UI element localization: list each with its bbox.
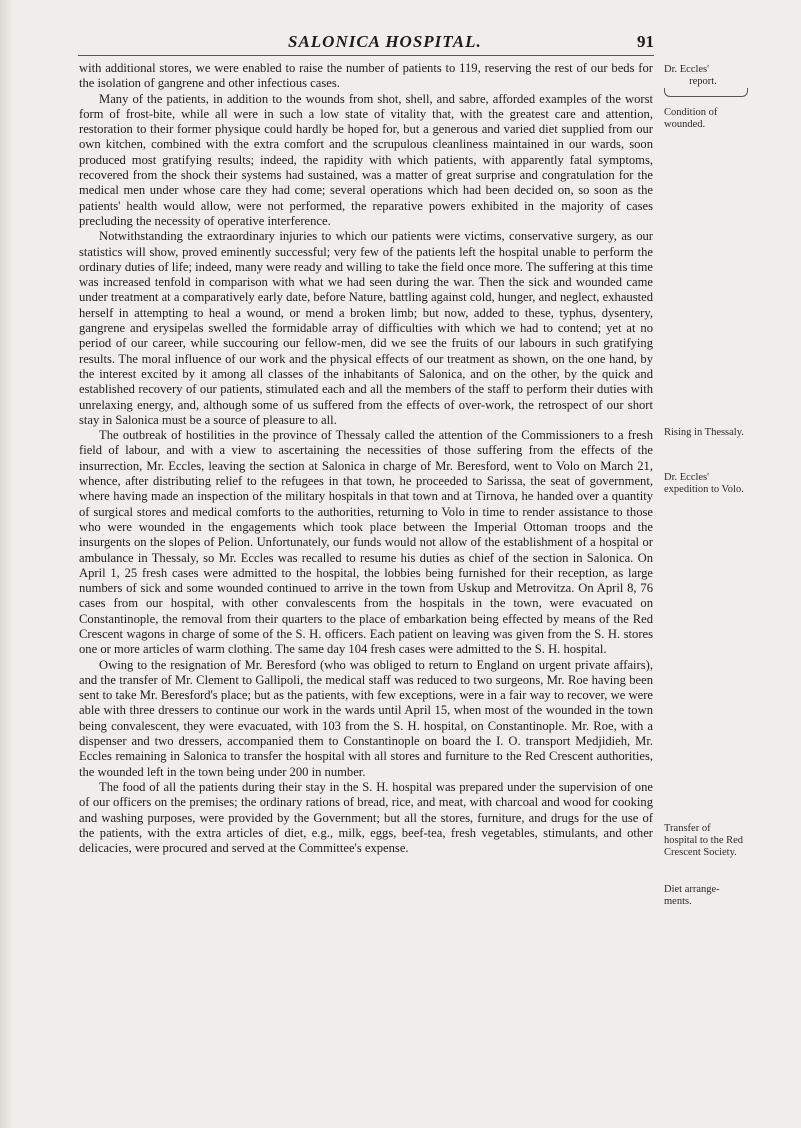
side-note-condition: Condition of wounded. bbox=[664, 107, 718, 130]
page-edge-shadow bbox=[0, 0, 14, 1128]
paragraph-1: with additional stores, we were enabled to raise the number of patients to 119, reserving the rest of our beds for the isolation of gangrene and other infectious cases. bbox=[79, 61, 653, 91]
paragraph-4: The outbreak of hostilities in the province of Thessaly called the attention of the Commissioners to a fresh field of labour, and with a view to ascertaining the necessities of those suffering from the effects of the insurrection, Mr. Eccles, leaving the section at Salonica in charge of Mr. Beresford, went to Volo on March 21, whence, after distributing relief to the refugees in that town, he proceeded to Sarissa, the seat of government, where having made an inspection of the military hospitals in that town and at Tirnova, he handed over a quantity of surgical stores and medical comforts to the authorities, returning to Volo in time to render assistance to those who were wounded in the engagements which took place between the Imperial Ottoman troops and the insurgents on the slopes of Pelion. Unfortunately, our funds would not allow of the establishment of a hospital or ambulance in Thessaly, so Mr. Eccles was recalled to resume his duties as chief of the section in Salonica. On April 1, 25 fresh cases were admitted to the hospital, the lobbies being furnished for their reception, as large numbers of sick and some wounded continued to arrive in the town from Uskup and Metrovitza. On April 8, 76 cases from our hospital, with other convalescents from the hospitals in the town, were evacuated on Constantinople, the removal from their quarters to the place of embarkation being effected by means of the Red Crescent wagons in charge of some of the S. H. officers. Each patient on leaving was given from the S. H. stores one or more articles of warm clothing. The same day 104 fresh cases were admitted to the S. H. hospital. bbox=[79, 428, 653, 657]
side-note-report-sub: report. bbox=[689, 76, 717, 87]
page-number: 91 bbox=[637, 32, 654, 51]
side-note-brace bbox=[664, 88, 748, 97]
paragraph-5: Owing to the resignation of Mr. Beresford (who was obliged to return to England on urgent private affairs), and the transfer of Mr. Clement to Gallipoli, the medical staff was reduced to two surgeons, Mr. Roe having been sent to take Mr. Beresford's place; but as the patients, with few exceptions, were in a fair way to recover, we were able with three dressers to continue our work in the wards until April 15, when most of the wounded in the town being convalescent, they were evacuated, with 103 from the S. H. hospital, on Constantinople. Mr. Roe, with a dispenser and two dressers, accompanied them to Constantinople on board the I. O. transport Medjidieh, Mr. Eccles remaining in Salonica to transfer the hospital with all stores and furniture to the Red Crescent authorities, the wounded left in the town being under 200 in number. bbox=[79, 657, 653, 779]
side-note-transfer: Transfer of hospital to the Red Crescent Society. bbox=[664, 823, 744, 858]
paragraph-6: The food of all the patients during their stay in the S. H. hospital was prepared under the supervision of one of our officers on the premises; the ordinary rations of bread, rice, and meat, with charcoal and wood for cooking and washing purposes, were provided by the Government; but all the stores, furniture, and drugs for the use of the patients, with the extra articles of diet, e.g., milk, eggs, beef-tea, fresh vegetables, stimulants, and other delicacies, were procured and served at the Committee's expense. bbox=[79, 779, 653, 856]
side-note-report bbox=[664, 64, 748, 88]
running-header bbox=[78, 31, 654, 56]
body-text bbox=[79, 61, 653, 856]
side-note-expedition: Dr. Eccles' expedition to Volo. bbox=[664, 472, 744, 495]
running-title: SALONICA HOSPITAL. bbox=[288, 32, 482, 51]
paragraph-3: Notwithstanding the extraordinary injuries to which our patients were victims, conservative surgery, as our statistics will show, proved eminently successful; very few of the patients left the hospital unable to perform the ordinary duties of life; indeed, many were ready and willing to take the field once more. The suffering at this time was increased tenfold in comparison with what we had seen during the war. Then the sick and wounded came under treatment at a comparatively early date, before Nature, battling against cold, hunger, and neglect, exhausted herself in attempting to heal a wound, or mend a broken limb; but now, added to these, typhus, dysentery, gangrene and erysipelas swelled the formidable array of difficulties with which we had to contend; yet at no period of our career, while succouring our fellow-men, did we see the fruits of our labours in such gratifying results. The moral influence of our work and the physical effects of our treatment as shown, on the one hand, by the interest excited by it among all classes of the inhabitants of Salonica, and on the other, by the quick and established recovery of our patients, stimulated each and all the members of the staff to perform their duties with unrelaxing energy, and, although some of us suffered from the effects of over-work, the retrospect of our short stay in Salonica must be a source of pleasure to all. bbox=[79, 229, 653, 427]
paragraph-2: Many of the patients, in addition to the wounds from shot, shell, and sabre, afforded examples of the worst form of frost-bite, while all were in such a low state of vitality that, with the greatest care and attention, restoration to their former physique could hardly be hoped for, but a generous and varied diet supplied from our own kitchen, combined with the extra comfort and the scrupulous cleanliness maintained in our wards, soon produced most gratifying results; indeed, the rapidity with which patients, with apparently fatal symptoms, recovered from the shock their systems had sustained, was a matter of great surprise and congratulation for the medical men under whose care they had come; several operations which had been decided on, so soon as the patients' health would allow, were not performed, the reparative powers exhibited in the majority of cases precluding the necessity of operative interference. bbox=[79, 91, 653, 228]
side-note-diet: Diet arrange-ments. bbox=[664, 884, 720, 907]
side-note-rising: Rising in Thessaly. bbox=[664, 427, 744, 438]
side-note-report-name: Dr. Eccles' bbox=[664, 64, 710, 75]
